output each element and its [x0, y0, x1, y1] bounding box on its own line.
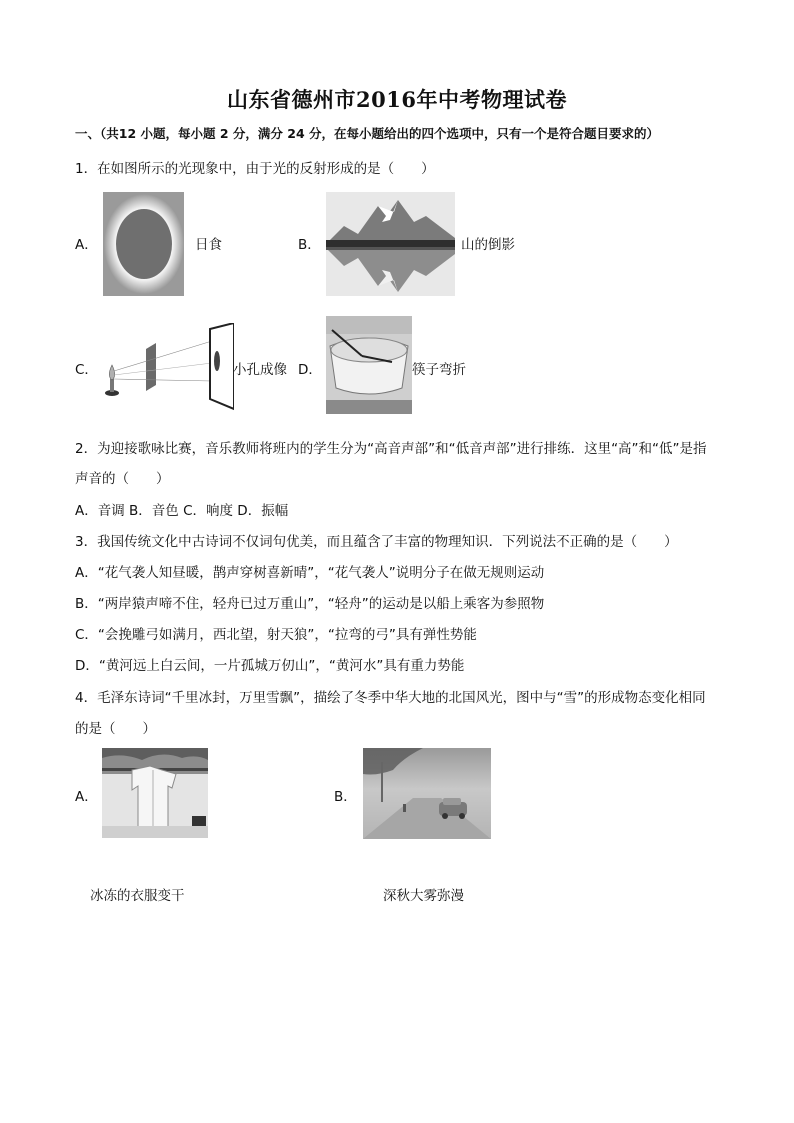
- q1-option-a-caption: 日食: [195, 237, 222, 253]
- question-2-stem-line2: 声音的（ ）: [75, 471, 170, 487]
- question-4-stem-line2: 的是（ ）: [75, 721, 156, 737]
- section-heading: 一、（共12 小题，每小题 2 分，满分 24 分，在每小题给出的四个选项中，只有一个是符合题目要求的）: [75, 126, 659, 141]
- q4-option-b-label[interactable]: B．: [334, 789, 357, 805]
- q4-option-b-caption: 深秋大雾弥漫: [383, 888, 464, 904]
- question-2-options[interactable]: A．音调 B．音色 C．响度 D．振幅: [75, 503, 289, 519]
- question-3-stem: 3．我国传统文化中古诗词不仅词句优美，而且蕴含了丰富的物理知识．下列说法不正确的是（ ）: [75, 534, 678, 550]
- question-2-stem-line1: 2．为迎接歌咏比赛，音乐教师将班内的学生分为“高音声部”和“低音声部”进行排练．这里“高”和“低”是指: [75, 441, 707, 457]
- q1-option-c-caption: 小孔成像: [233, 362, 287, 378]
- page-title: 山东省德州市2016年中考物理试卷: [227, 87, 567, 112]
- bent-chopstick-image: [326, 316, 412, 414]
- q1-option-c-label[interactable]: C．: [75, 362, 98, 378]
- solar-eclipse-image: [103, 192, 184, 296]
- question-4-stem-line1: 4．毛泽东诗词“千里冰封，万里雪飘”，描绘了冬季中华大地的北国风光，图中与“雪”的形成物态变化相同: [75, 690, 706, 706]
- mountain-reflection-image: [326, 192, 455, 296]
- q3-option-d[interactable]: D．“黄河远上白云间，一片孤城万仞山”，“黄河水”具有重力势能: [75, 658, 465, 674]
- question-1-stem: 1．在如图所示的光现象中，由于光的反射形成的是（ ）: [75, 161, 435, 177]
- q4-option-a-caption: 冰冻的衣服变干: [90, 888, 185, 904]
- q3-option-b[interactable]: B．“两岸猿声啼不住，轻舟已过万重山”，“轻舟”的运动是以船上乘客为参照物: [75, 596, 545, 612]
- frozen-clothes-image: [102, 748, 208, 838]
- q1-option-d-label[interactable]: D．: [298, 362, 322, 378]
- q1-option-a-label[interactable]: A．: [75, 237, 98, 253]
- q3-option-a[interactable]: A．“花气袭人知昼暖，鹊声穿树喜新晴”，“花气袭人”说明分子在做无规则运动: [75, 565, 545, 581]
- pinhole-camera-image: [100, 323, 234, 413]
- q1-option-b-label[interactable]: B．: [298, 237, 321, 253]
- q4-option-a-label[interactable]: A．: [75, 789, 98, 805]
- autumn-fog-image: [363, 748, 491, 839]
- q1-option-b-caption: 山的倒影: [461, 237, 515, 253]
- q1-option-d-caption: 筷子弯折: [412, 362, 466, 378]
- q3-option-c[interactable]: C．“会挽雕弓如满月，西北望，射天狼”，“拉弯的弓”具有弹性势能: [75, 627, 477, 643]
